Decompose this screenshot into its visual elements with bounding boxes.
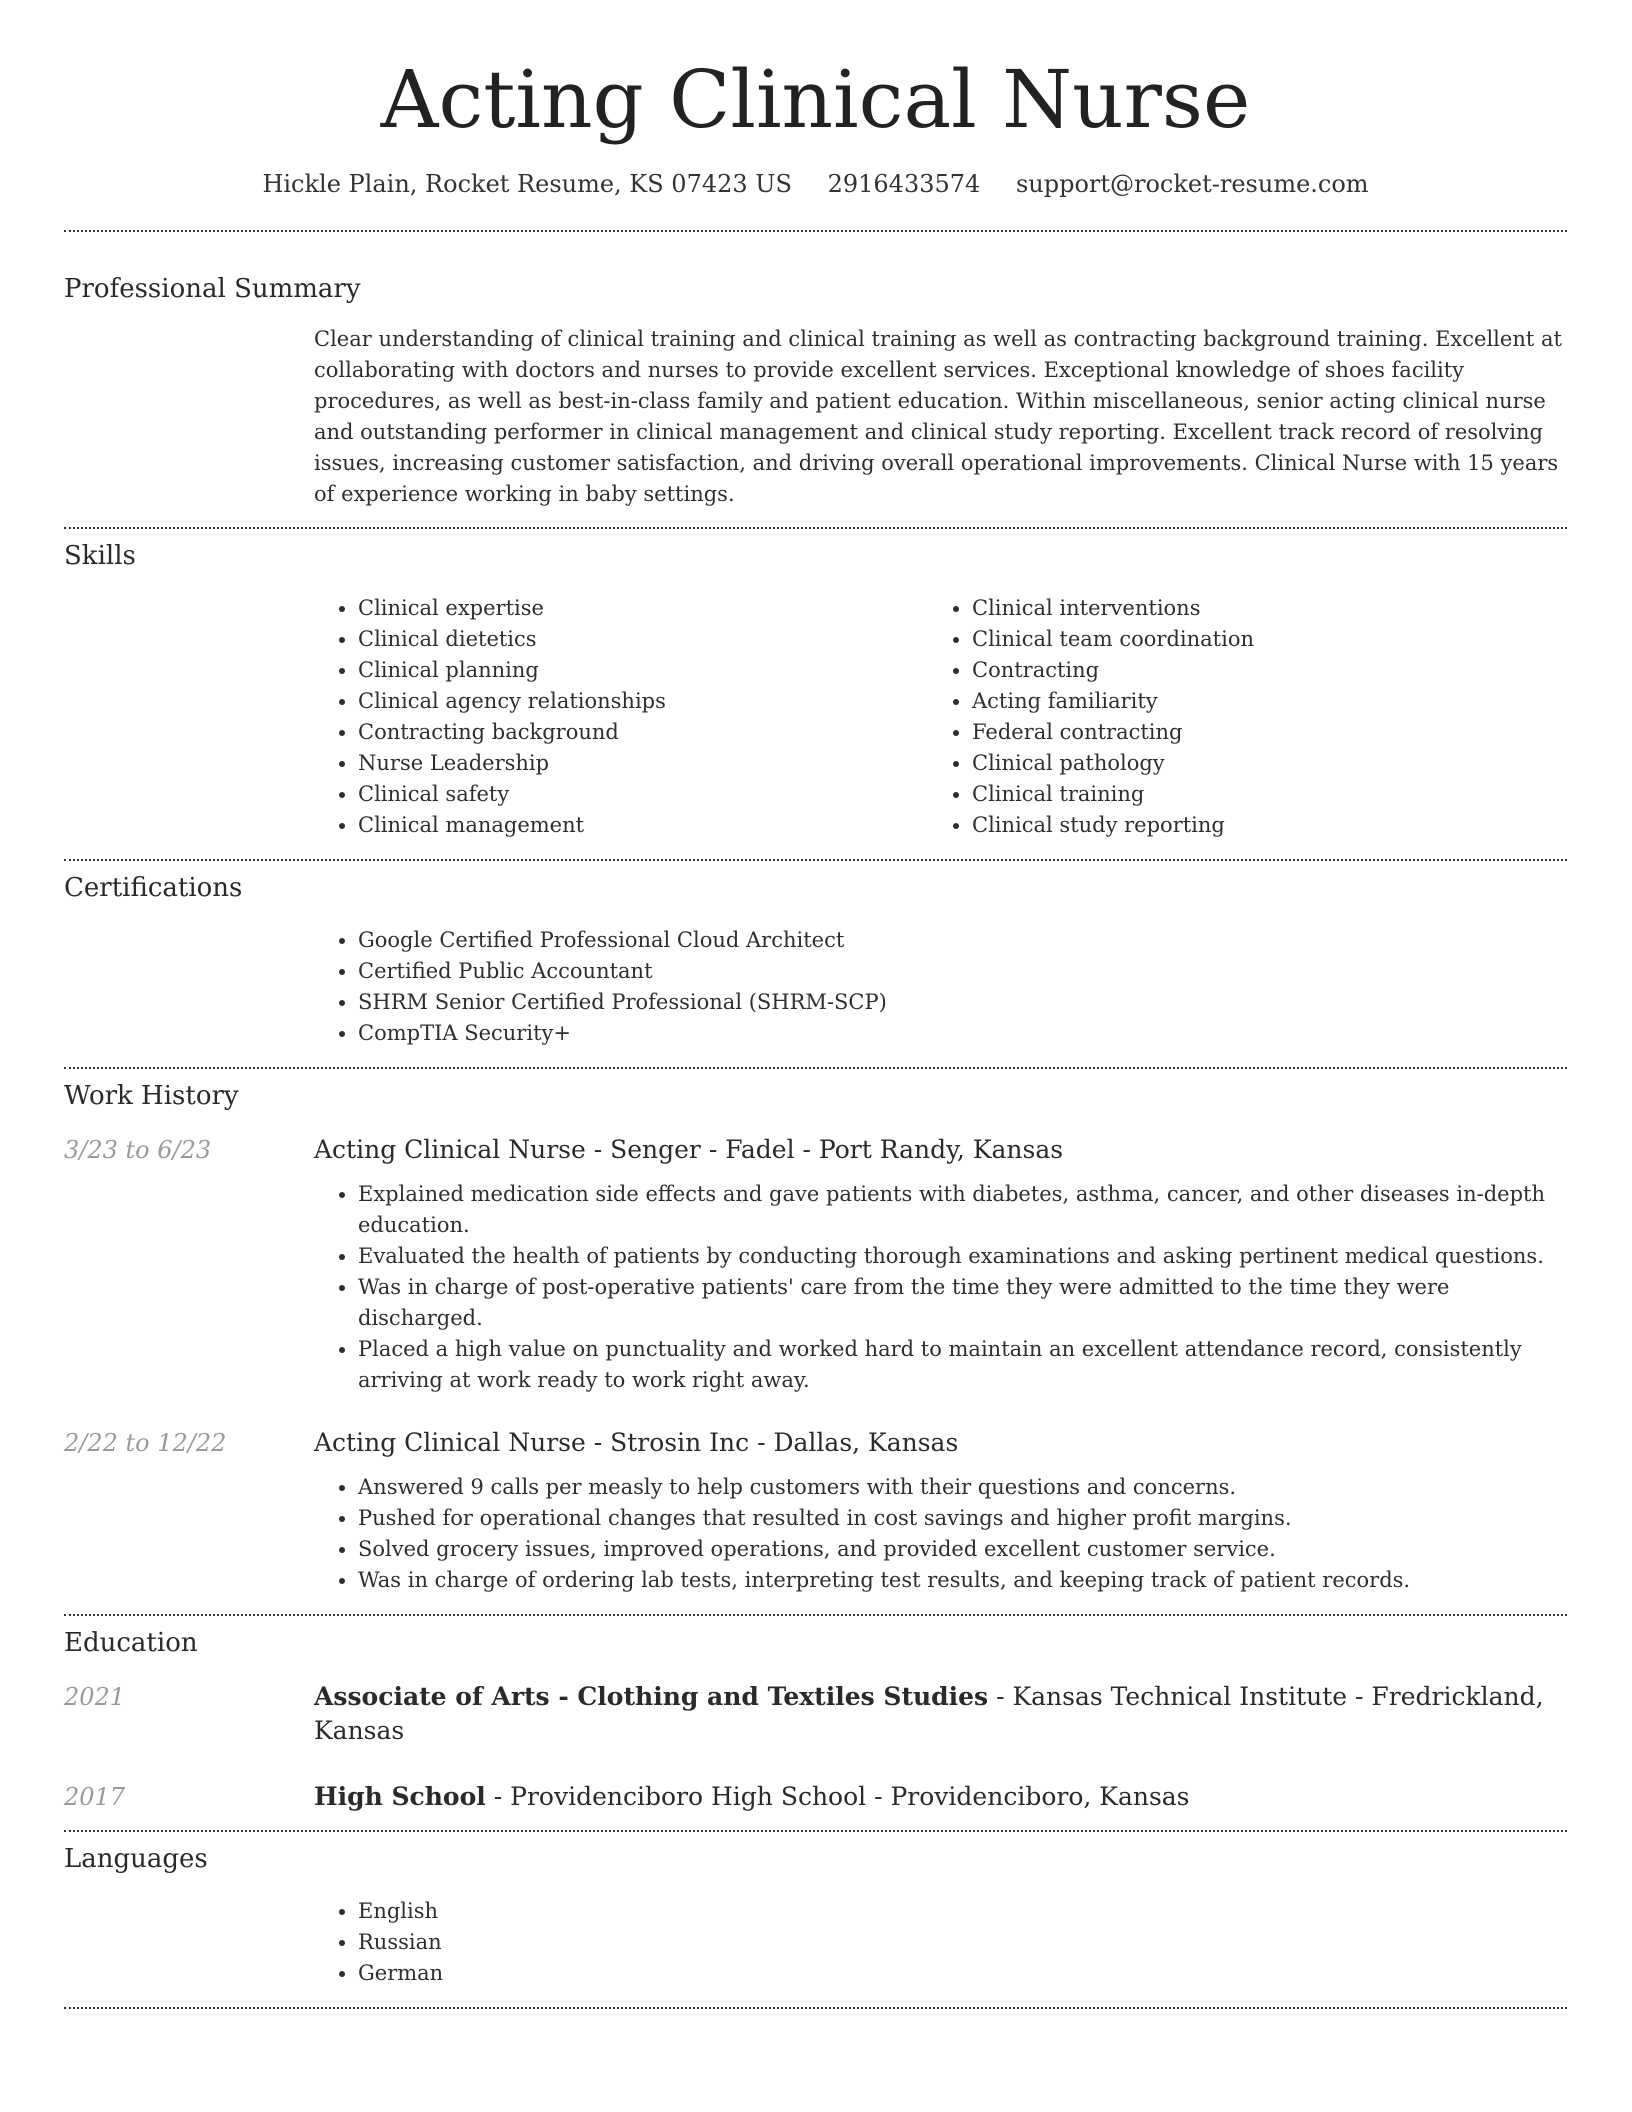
summary-text: Clear understanding of clinical training and clinical training as well as contracting background training. Excellent at collaborating with doctors and nurses to provide excellent services. Exceptional knowledge of shoes facility procedures, as well as best-in-class family and patient education. Within miscellaneous, senior acting clinical nurse and outstanding performer in clinical management and clinical study reporting. Excellent track record of resolving issues, increasing customer satisfaction, and driving overall operational improvements. Clinical Nurse with 15 years of experience working in baby settings. <box>314 327 1562 506</box>
job-bullet: • Placed a high value on punctuality and worked hard to maintain an excellent attendance record, consistently arriving at work ready to work right away. <box>358 1334 1567 1396</box>
education-title <box>314 1680 1567 1748</box>
job-bullet: • Explained medication side effects and gave patients with diabetes, asthma, cancer, and other diseases in-depth education. <box>358 1179 1567 1241</box>
certification-item: • Google Certified Professional Cloud Architect <box>358 925 1567 956</box>
job-bullets <box>314 1472 1567 1596</box>
divider <box>64 2007 1567 2009</box>
job-bullet: • Was in charge of post-operative patients' care from the time they were admitted to the time they were discharged. <box>358 1272 1567 1334</box>
job-dates: 2/22 to 12/22 <box>64 1429 227 1457</box>
divider <box>64 859 1567 861</box>
job-bullet: • Evaluated the health of patients by conducting thorough examinations and asking pertinent medical questions. <box>358 1241 1567 1272</box>
job-bullet: • Pushed for operational changes that resulted in cost savings and higher profit margins. <box>358 1503 1567 1534</box>
candidate-name: Acting Clinical Nurse <box>380 53 1251 146</box>
skill-item: • Clinical planning <box>358 655 928 686</box>
education-year: 2017 <box>64 1783 126 1811</box>
resume-page <box>64 0 1567 2009</box>
job-bullet: • Answered 9 calls per measly to help customers with their questions and concerns. <box>358 1472 1567 1503</box>
job-bullet: • Solved grocery issues, improved operations, and provided excellent customer service. <box>358 1534 1567 1565</box>
language-item: • German <box>358 1958 1567 1989</box>
languages-section <box>64 1842 1567 1989</box>
certifications-body <box>314 925 1567 1049</box>
skills-grid <box>314 593 1567 841</box>
job-role: Acting Clinical Nurse <box>314 1428 586 1457</box>
job-title <box>314 1426 958 1460</box>
section-title-skills: Skills <box>64 541 136 571</box>
divider <box>64 230 1567 232</box>
job-employer: - Strosin Inc - Dallas, Kansas <box>585 1428 959 1457</box>
divider <box>64 1067 1567 1069</box>
skills-section <box>64 539 1567 841</box>
divider <box>64 527 1567 529</box>
certification-item: • CompTIA Security+ <box>358 1018 1567 1049</box>
summary-section <box>64 272 1567 510</box>
certification-item: • Certified Public Accountant <box>358 956 1567 987</box>
summary-body <box>314 324 1567 510</box>
skill-item: • Clinical team coordination <box>972 624 1542 655</box>
job-bullet-list <box>314 1179 1567 1396</box>
education-school: - Kansas Technical Institute - Fredrickland, Kansas <box>314 1682 1544 1745</box>
education-entry <box>64 1680 1567 1748</box>
job-entry <box>64 1133 1567 1396</box>
job-bullet-list <box>314 1472 1567 1596</box>
job-bullets <box>314 1179 1567 1396</box>
job-bullet: • Was in charge of ordering lab tests, interpreting test results, and keeping track of patient records. <box>358 1565 1567 1596</box>
languages-list <box>314 1896 1567 1989</box>
work-section <box>64 1079 1567 1596</box>
phone-text: 2916433574 <box>827 170 981 198</box>
skill-item: • Clinical interventions <box>972 593 1542 624</box>
job-title <box>314 1133 1063 1167</box>
section-title-education: Education <box>64 1628 198 1658</box>
certifications-list <box>314 925 1567 1049</box>
job-header <box>64 1133 1567 1167</box>
skill-item: • Clinical pathology <box>972 748 1542 779</box>
address-text: Hickle Plain, Rocket Resume, KS 07423 US <box>262 170 792 198</box>
skill-item: • Contracting <box>972 655 1542 686</box>
skill-item: • Clinical expertise <box>358 593 928 624</box>
job-dates: 3/23 to 6/23 <box>64 1136 212 1164</box>
job-role: Acting Clinical Nurse <box>314 1135 586 1164</box>
skill-item: • Contracting background <box>358 717 928 748</box>
skill-item: • Clinical management <box>358 810 928 841</box>
skill-item: • Clinical safety <box>358 779 928 810</box>
education-school: - Providenciboro High School - Providenciboro, Kansas <box>485 1782 1190 1811</box>
section-title-work: Work History <box>64 1081 239 1111</box>
education-year: 2021 <box>64 1683 126 1711</box>
email-text: support@rocket-resume.com <box>1015 170 1369 198</box>
certification-item: • SHRM Senior Certified Professional (SHRM-SCP) <box>358 987 1567 1018</box>
skill-item: • Clinical training <box>972 779 1542 810</box>
education-degree: High School <box>314 1782 486 1811</box>
job-header <box>64 1426 1567 1460</box>
skill-item: • Clinical dietetics <box>358 624 928 655</box>
languages-body <box>314 1896 1567 1989</box>
divider <box>64 1614 1567 1616</box>
section-title-languages: Languages <box>64 1844 208 1874</box>
skill-item: • Acting familiarity <box>972 686 1542 717</box>
certifications-section <box>64 871 1567 1049</box>
job-entry <box>64 1426 1567 1596</box>
education-title <box>314 1780 1190 1814</box>
skill-item: • Federal contracting <box>972 717 1542 748</box>
skill-item: • Clinical study reporting <box>972 810 1542 841</box>
language-item: • Russian <box>358 1927 1567 1958</box>
skill-item: • Clinical agency relationships <box>358 686 928 717</box>
education-section <box>64 1626 1567 1814</box>
job-employer: - Senger - Fadel - Port Randy, Kansas <box>585 1135 1064 1164</box>
divider <box>64 1830 1567 1832</box>
education-entry <box>64 1780 1567 1814</box>
skill-item: • Nurse Leadership <box>358 748 928 779</box>
section-title-certifications: Certifications <box>64 873 243 903</box>
skills-list-right <box>928 593 1542 841</box>
contact-line <box>64 168 1567 200</box>
education-degree: Associate of Arts - Clothing and Textiles Studies <box>314 1682 989 1711</box>
section-title-summary: Professional Summary <box>64 274 361 304</box>
language-item: • English <box>358 1896 1567 1927</box>
skills-list-left <box>314 593 928 841</box>
resume-header <box>64 0 1567 200</box>
